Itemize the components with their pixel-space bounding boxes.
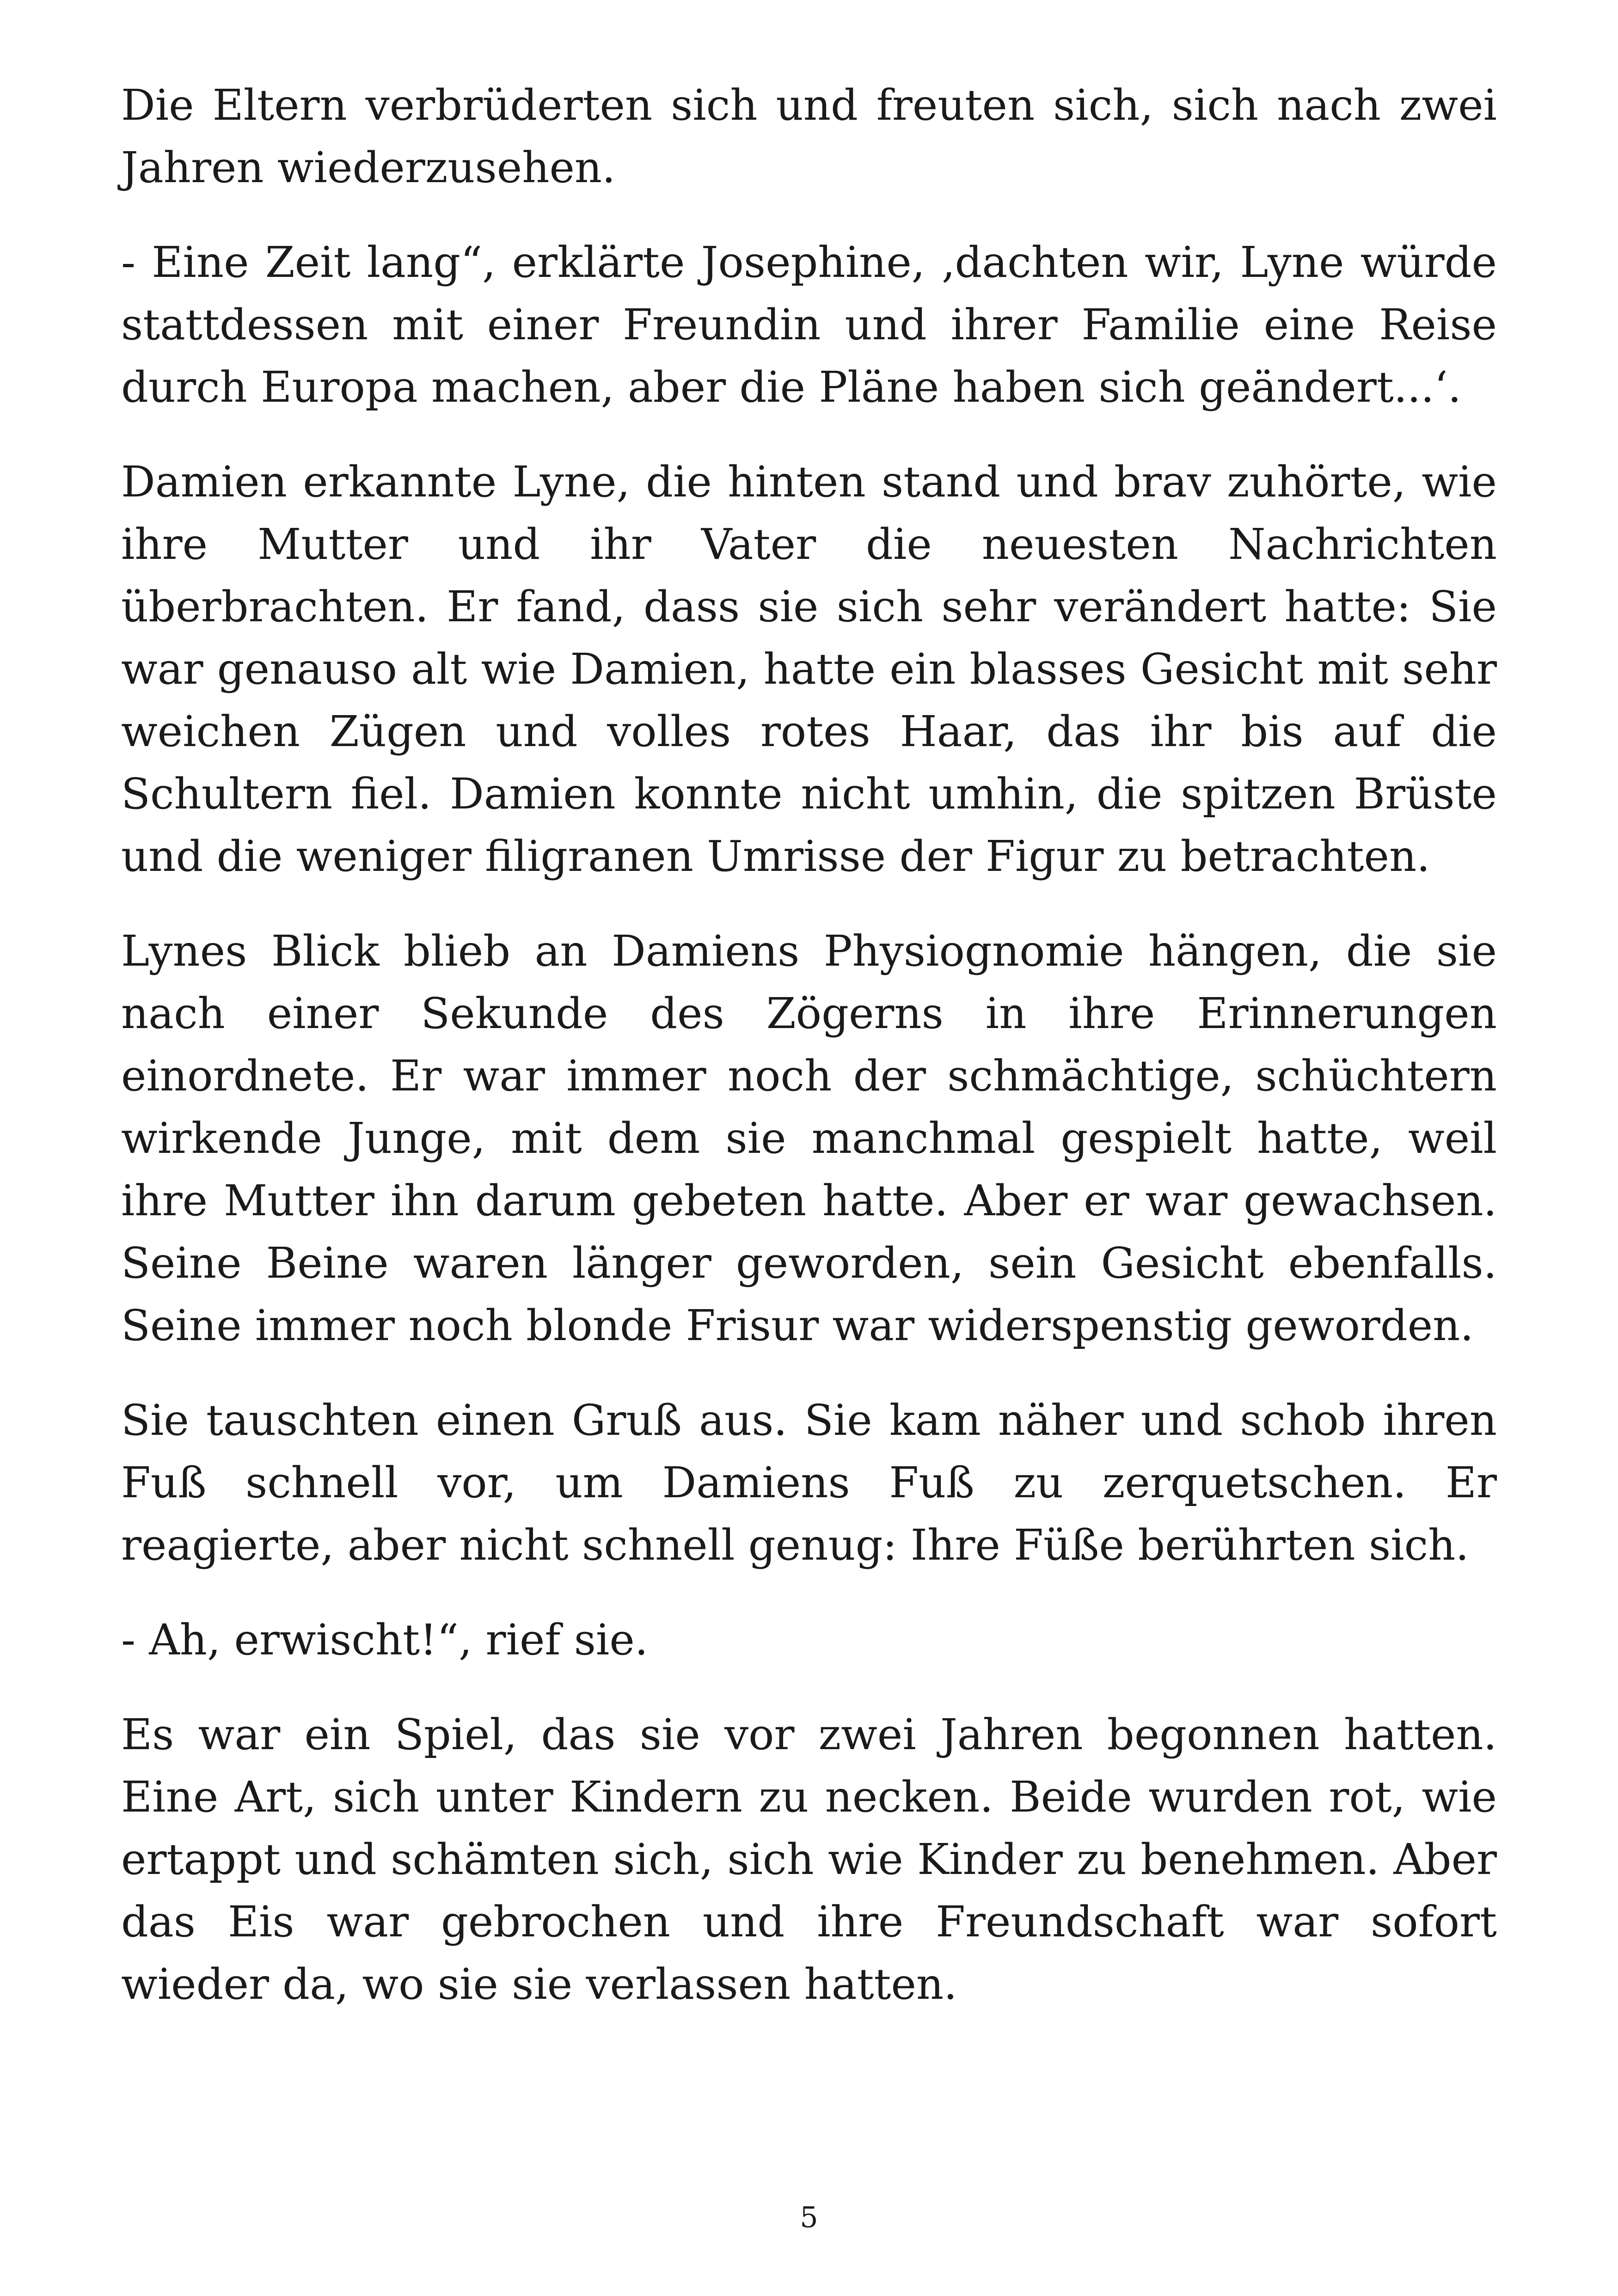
paragraph-2: - Eine Zeit lang“, erklärte Josephine, ‚dachten wir, Lyne würde stattdessen mit einer Freundin und ihrer Familie eine Reise durch Europa machen, aber die Pläne haben sich geändert...‘.: [121, 238, 1497, 412]
paragraph-7: Es war ein Spiel, das sie vor zwei Jahren begonnen hatten. Eine Art, sich unter Kindern zu necken. Beide wurden rot, wie ertappt und schämten sich, sich wie Kinder zu benehmen. Aber das Eis war gebrochen und ihre Freundschaft war sofort wieder da, wo sie sie verlassen hatten.: [121, 1710, 1497, 2009]
paragraph-4: Lynes Blick blieb an Damiens Physiognomie hängen, die sie nach einer Sekunde des Zögerns in ihre Erinnerungen einordnete. Er war immer noch der schmächtige, schüchtern wirkende Junge, mit dem sie manchmal gespielt hatte, weil ihre Mutter ihn darum gebeten hatte. Aber er war gewachsen. Seine Beine waren länger geworden, sein Gesicht ebenfalls. Seine immer noch blonde Frisur war widerspenstig geworden.: [121, 926, 1497, 1350]
paragraph-1: Die Eltern verbrüderten sich und freuten sich, sich nach zwei Jahren wiederzusehen.: [121, 80, 1497, 192]
paragraph-3: Damien erkannte Lyne, die hinten stand und brav zuhörte, wie ihre Mutter und ihr Vater die neuesten Nachrichten überbrachten. Er fand, dass sie sich sehr verändert hatte: Sie war genauso alt wie Damien, hatte ein blasses Gesicht mit sehr weichen Zügen und volles rotes Haar, das ihr bis auf die Schultern fiel. Damien konnte nicht umhin, die spitzen Brüste und die weniger filigranen Umrisse der Figur zu betrachten.: [121, 457, 1497, 881]
paragraph-5: Sie tauschten einen Gruß aus. Sie kam näher und schob ihren Fuß schnell vor, um Damiens Fuß zu zerquetschen. Er reagierte, aber nicht schnell genug: Ihre Füße berührten sich.: [121, 1396, 1497, 1570]
body-text: [121, 74, 1497, 2048]
paragraph-6: - Ah, erwischt!“, rief sie.: [121, 1615, 649, 1665]
page-number: 5: [800, 2200, 818, 2234]
